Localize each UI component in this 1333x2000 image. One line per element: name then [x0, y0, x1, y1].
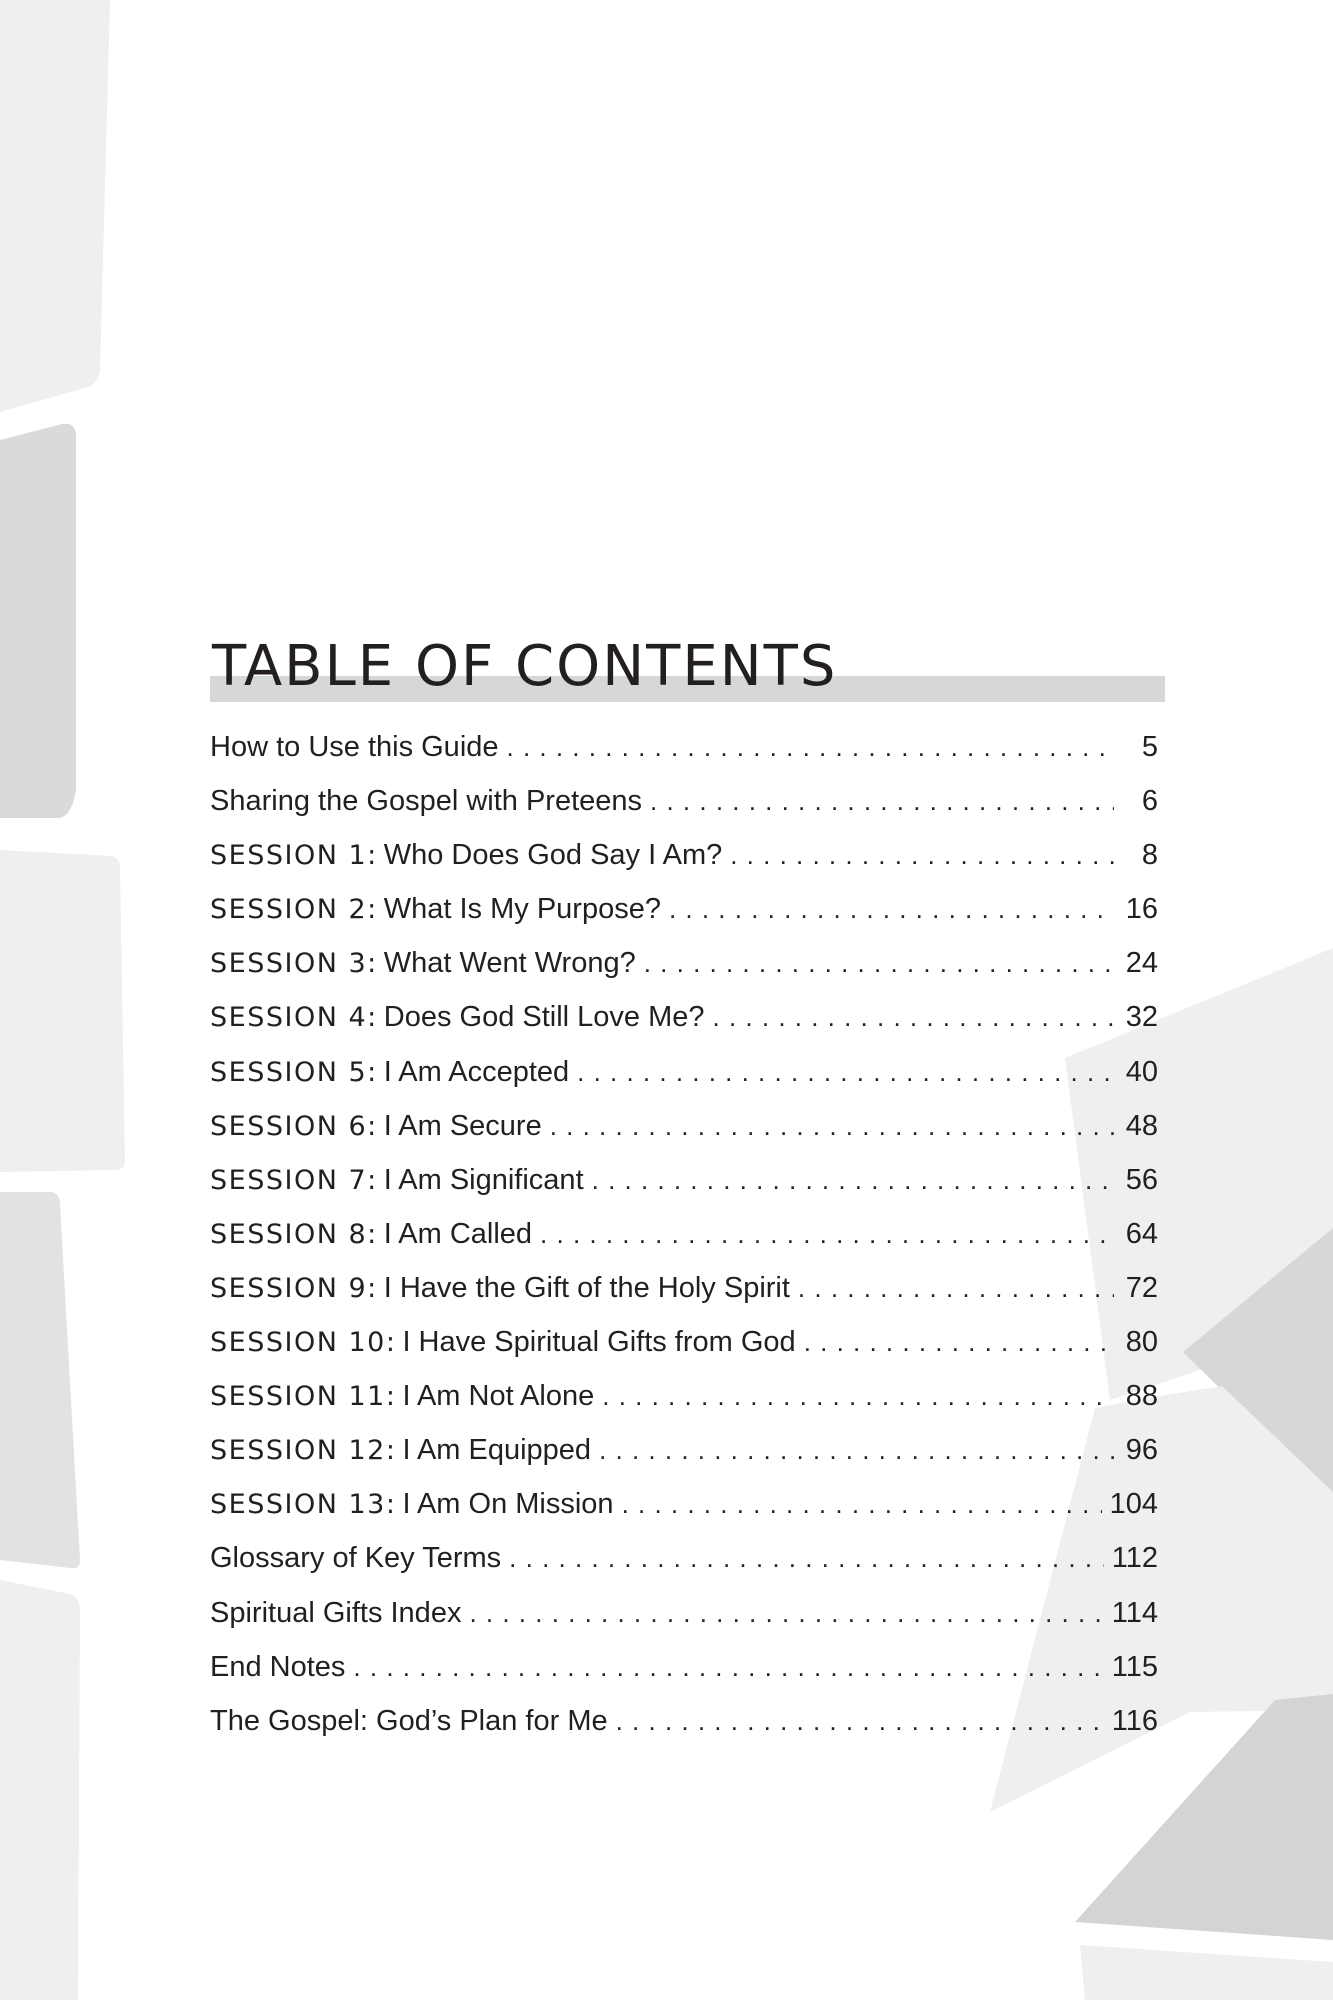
- toc-heading: [210, 632, 1165, 702]
- dot-leader: [622, 1477, 1102, 1531]
- dot-leader: [550, 1099, 1114, 1153]
- toc-session-prefix: SESSION 1:: [210, 840, 378, 872]
- dot-leader: [798, 1261, 1114, 1315]
- toc-entry-title: I Am Significant: [383, 1163, 584, 1196]
- dot-leader: [804, 1315, 1114, 1369]
- page-title: TABLE OF CONTENTS: [212, 634, 838, 699]
- toc-entry-title: I Am Called: [383, 1217, 533, 1250]
- toc-entry: [210, 828, 1158, 882]
- toc-session-prefix: SESSION 12:: [210, 1435, 397, 1467]
- toc-entry: [210, 1153, 1158, 1207]
- toc-entry-title: What Is My Purpose?: [383, 893, 661, 926]
- dot-leader: [592, 1153, 1114, 1207]
- toc-page-number: 80: [1125, 1326, 1158, 1359]
- toc-page-number: 72: [1125, 1271, 1158, 1304]
- toc-entry: [210, 1694, 1158, 1748]
- toc-session-prefix: SESSION 11:: [210, 1381, 397, 1413]
- toc-page-number: 64: [1125, 1217, 1158, 1250]
- toc-entry-title: I Am Secure: [383, 1109, 542, 1142]
- toc-page-number: 104: [1109, 1488, 1158, 1521]
- toc-entry-title: I Am On Mission: [402, 1488, 614, 1521]
- dot-leader: [602, 1369, 1114, 1423]
- dot-leader: [713, 990, 1114, 1044]
- toc-entry-title: I Have the Gift of the Holy Spirit: [383, 1271, 790, 1304]
- toc-page-number: 6: [1141, 785, 1158, 818]
- dot-leader: [644, 936, 1114, 990]
- toc-entry: [210, 720, 1158, 774]
- toc-entry: [210, 1045, 1158, 1099]
- toc-page-number: 32: [1125, 1001, 1158, 1034]
- dot-leader: [469, 1586, 1103, 1640]
- dot-leader: [577, 1045, 1114, 1099]
- dot-leader: [669, 882, 1114, 936]
- toc-page-number: 96: [1125, 1434, 1158, 1467]
- toc-session-prefix: SESSION 13:: [210, 1489, 397, 1521]
- toc-entry: [210, 1477, 1158, 1531]
- toc-page-number: 116: [1111, 1704, 1158, 1737]
- toc-page-number: 5: [1141, 731, 1158, 763]
- toc-list: [210, 720, 1158, 1748]
- toc-entry-title: Does God Still Love Me?: [383, 1001, 705, 1034]
- toc-entry: [210, 1315, 1158, 1369]
- toc-entry-title: The Gospel: God’s Plan for Me: [210, 1704, 608, 1737]
- toc-entry: [210, 1369, 1158, 1423]
- toc-entry: [210, 1640, 1158, 1694]
- dot-leader: [509, 1531, 1104, 1585]
- toc-entry: [210, 990, 1158, 1044]
- toc-entry-title: I Am Not Alone: [402, 1380, 595, 1413]
- dot-leader: [730, 828, 1114, 882]
- left-shape-top: [0, 0, 110, 412]
- toc-entry: [210, 1586, 1158, 1640]
- dot-leader: [507, 720, 1114, 774]
- toc-entry: [210, 774, 1158, 828]
- toc-entry-title: I Have Spiritual Gifts from God: [402, 1326, 796, 1359]
- right-shape-bottom-corner: [1080, 1945, 1333, 2000]
- toc-entry-title: Sharing the Gospel with Preteens: [210, 785, 643, 818]
- toc-session-prefix: SESSION 9:: [210, 1272, 378, 1304]
- toc-session-prefix: SESSION 7:: [210, 1164, 378, 1196]
- toc-entry-title: Who Does God Say I Am?: [383, 839, 723, 872]
- toc-page-number: 8: [1141, 839, 1158, 872]
- toc-entry-title: How to Use this Guide: [210, 731, 499, 763]
- toc-entry: [210, 1207, 1158, 1261]
- left-shape-upper-mid: [0, 424, 76, 818]
- toc-page-number: 48: [1125, 1109, 1158, 1142]
- toc-page-number: 40: [1125, 1055, 1158, 1088]
- toc-session-prefix: SESSION 10:: [210, 1327, 397, 1359]
- toc-session-prefix: SESSION 6:: [210, 1110, 378, 1142]
- toc-page-number: 56: [1125, 1163, 1158, 1196]
- toc-entry: [210, 1261, 1158, 1315]
- toc-session-prefix: SESSION 4:: [210, 1002, 378, 1034]
- toc-entry: [210, 1531, 1158, 1585]
- toc-entry: [210, 882, 1158, 936]
- toc-entry: [210, 1099, 1158, 1153]
- toc-page-number: 88: [1125, 1380, 1158, 1413]
- left-shape-middle: [0, 850, 125, 1172]
- dot-leader: [616, 1694, 1104, 1748]
- left-shape-bottom: [0, 1580, 80, 2000]
- dot-leader: [540, 1207, 1114, 1261]
- dot-leader: [353, 1640, 1103, 1694]
- toc-session-prefix: SESSION 5:: [210, 1056, 378, 1088]
- dot-leader: [599, 1423, 1114, 1477]
- toc-page-number: 114: [1111, 1596, 1158, 1629]
- toc-session-prefix: SESSION 2:: [210, 894, 378, 926]
- toc-entry-title: Spiritual Gifts Index: [210, 1596, 462, 1629]
- toc-page-number: 112: [1111, 1542, 1158, 1575]
- toc-entry-title: I Am Equipped: [402, 1434, 592, 1467]
- left-shape-lower-mid: [0, 1192, 80, 1568]
- toc-entry-title: What Went Wrong?: [383, 947, 636, 980]
- toc-session-prefix: SESSION 8:: [210, 1218, 378, 1250]
- toc-page-number: 115: [1111, 1650, 1158, 1683]
- toc-page-number: 24: [1125, 947, 1158, 980]
- toc-entry-title: Glossary of Key Terms: [210, 1542, 502, 1575]
- toc-entry: [210, 936, 1158, 990]
- toc-session-prefix: SESSION 3:: [210, 948, 378, 980]
- toc-entry-title: I Am Accepted: [383, 1055, 570, 1088]
- toc-page-number: 16: [1125, 893, 1158, 926]
- toc-entry-title: End Notes: [210, 1650, 346, 1683]
- dot-leader: [650, 774, 1114, 828]
- toc-entry: [210, 1423, 1158, 1477]
